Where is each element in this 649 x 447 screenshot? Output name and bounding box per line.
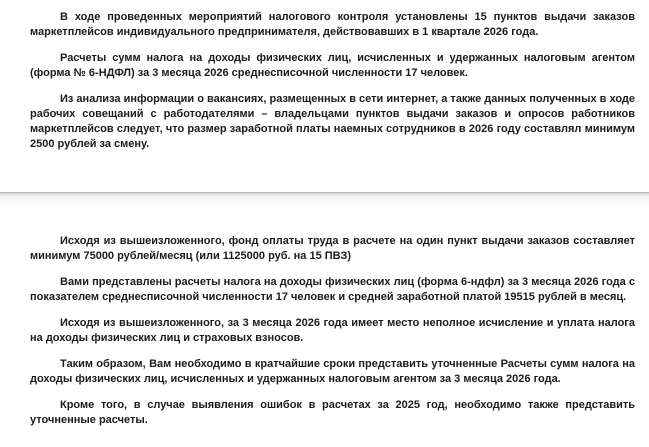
paragraph-pickup-points: В ходе проведенных мероприятий налогового контроля установлены 15 пунктов выдачи заказов маркетплейсов индивидуального предпринимателя, действовавших в 1 квартале 2026 года. <box>30 11 635 38</box>
paragraph-previous-year-errors: Кроме того, в случае выявления ошибок в расчетах за 2025 год, необходимо также представить уточненные расчеты. <box>30 399 635 426</box>
document-page-2 <box>0 206 649 447</box>
paragraph-submitted-calculations: Вами представлены расчеты налога на доходы физических лиц (форма 6-ндфл) за 3 месяца 2026 года с показателем среднесписочной численности 17 человек и средней заработной платой 19515 рублей в месяц. <box>30 276 635 303</box>
paragraph-payroll-fund: Исходя из вышеизложенного, фонд оплаты труда в расчете на один пункт выдачи заказов составляет минимум 75000 рублей/месяц (или 1125000 руб. на 15 ПВЗ) <box>30 235 635 262</box>
paragraph-vacancy-analysis: Из анализа информации о вакансиях, размещенных в сети интернет, а также данных полученных в ходе рабочих совещаний с работодателями – владельцами пунктов выдачи заказов и опросов работников маркетплейсов следует, что размер заработной платы наемных сотрудников в 2026 году составлял минимум 2500 рублей за смену. <box>30 93 635 150</box>
paragraph-6ndfl-calculations: Расчеты сумм налога на доходы физических лиц, исчисленных и удержанных налоговым агентом (форма № 6-НДФЛ) за 3 месяца 2026 среднесписочной численности 17 человек. <box>30 52 635 79</box>
paragraph-request-corrections: Таким образом, Вам необходимо в кратчайшие сроки представить уточненные Расчеты сумм налога на доходы физических лиц, исчисленных и удержанных налоговым агентом за 3 месяца 2026 года. <box>30 358 635 385</box>
document-page-1 <box>0 0 649 192</box>
page-break-divider <box>0 192 649 206</box>
paragraph-incomplete-tax: Исходя из вышеизложенного, за 3 месяца 2026 года имеет место неполное исчисление и уплата налога на доходы физических лиц и страховых взносов. <box>30 317 635 344</box>
